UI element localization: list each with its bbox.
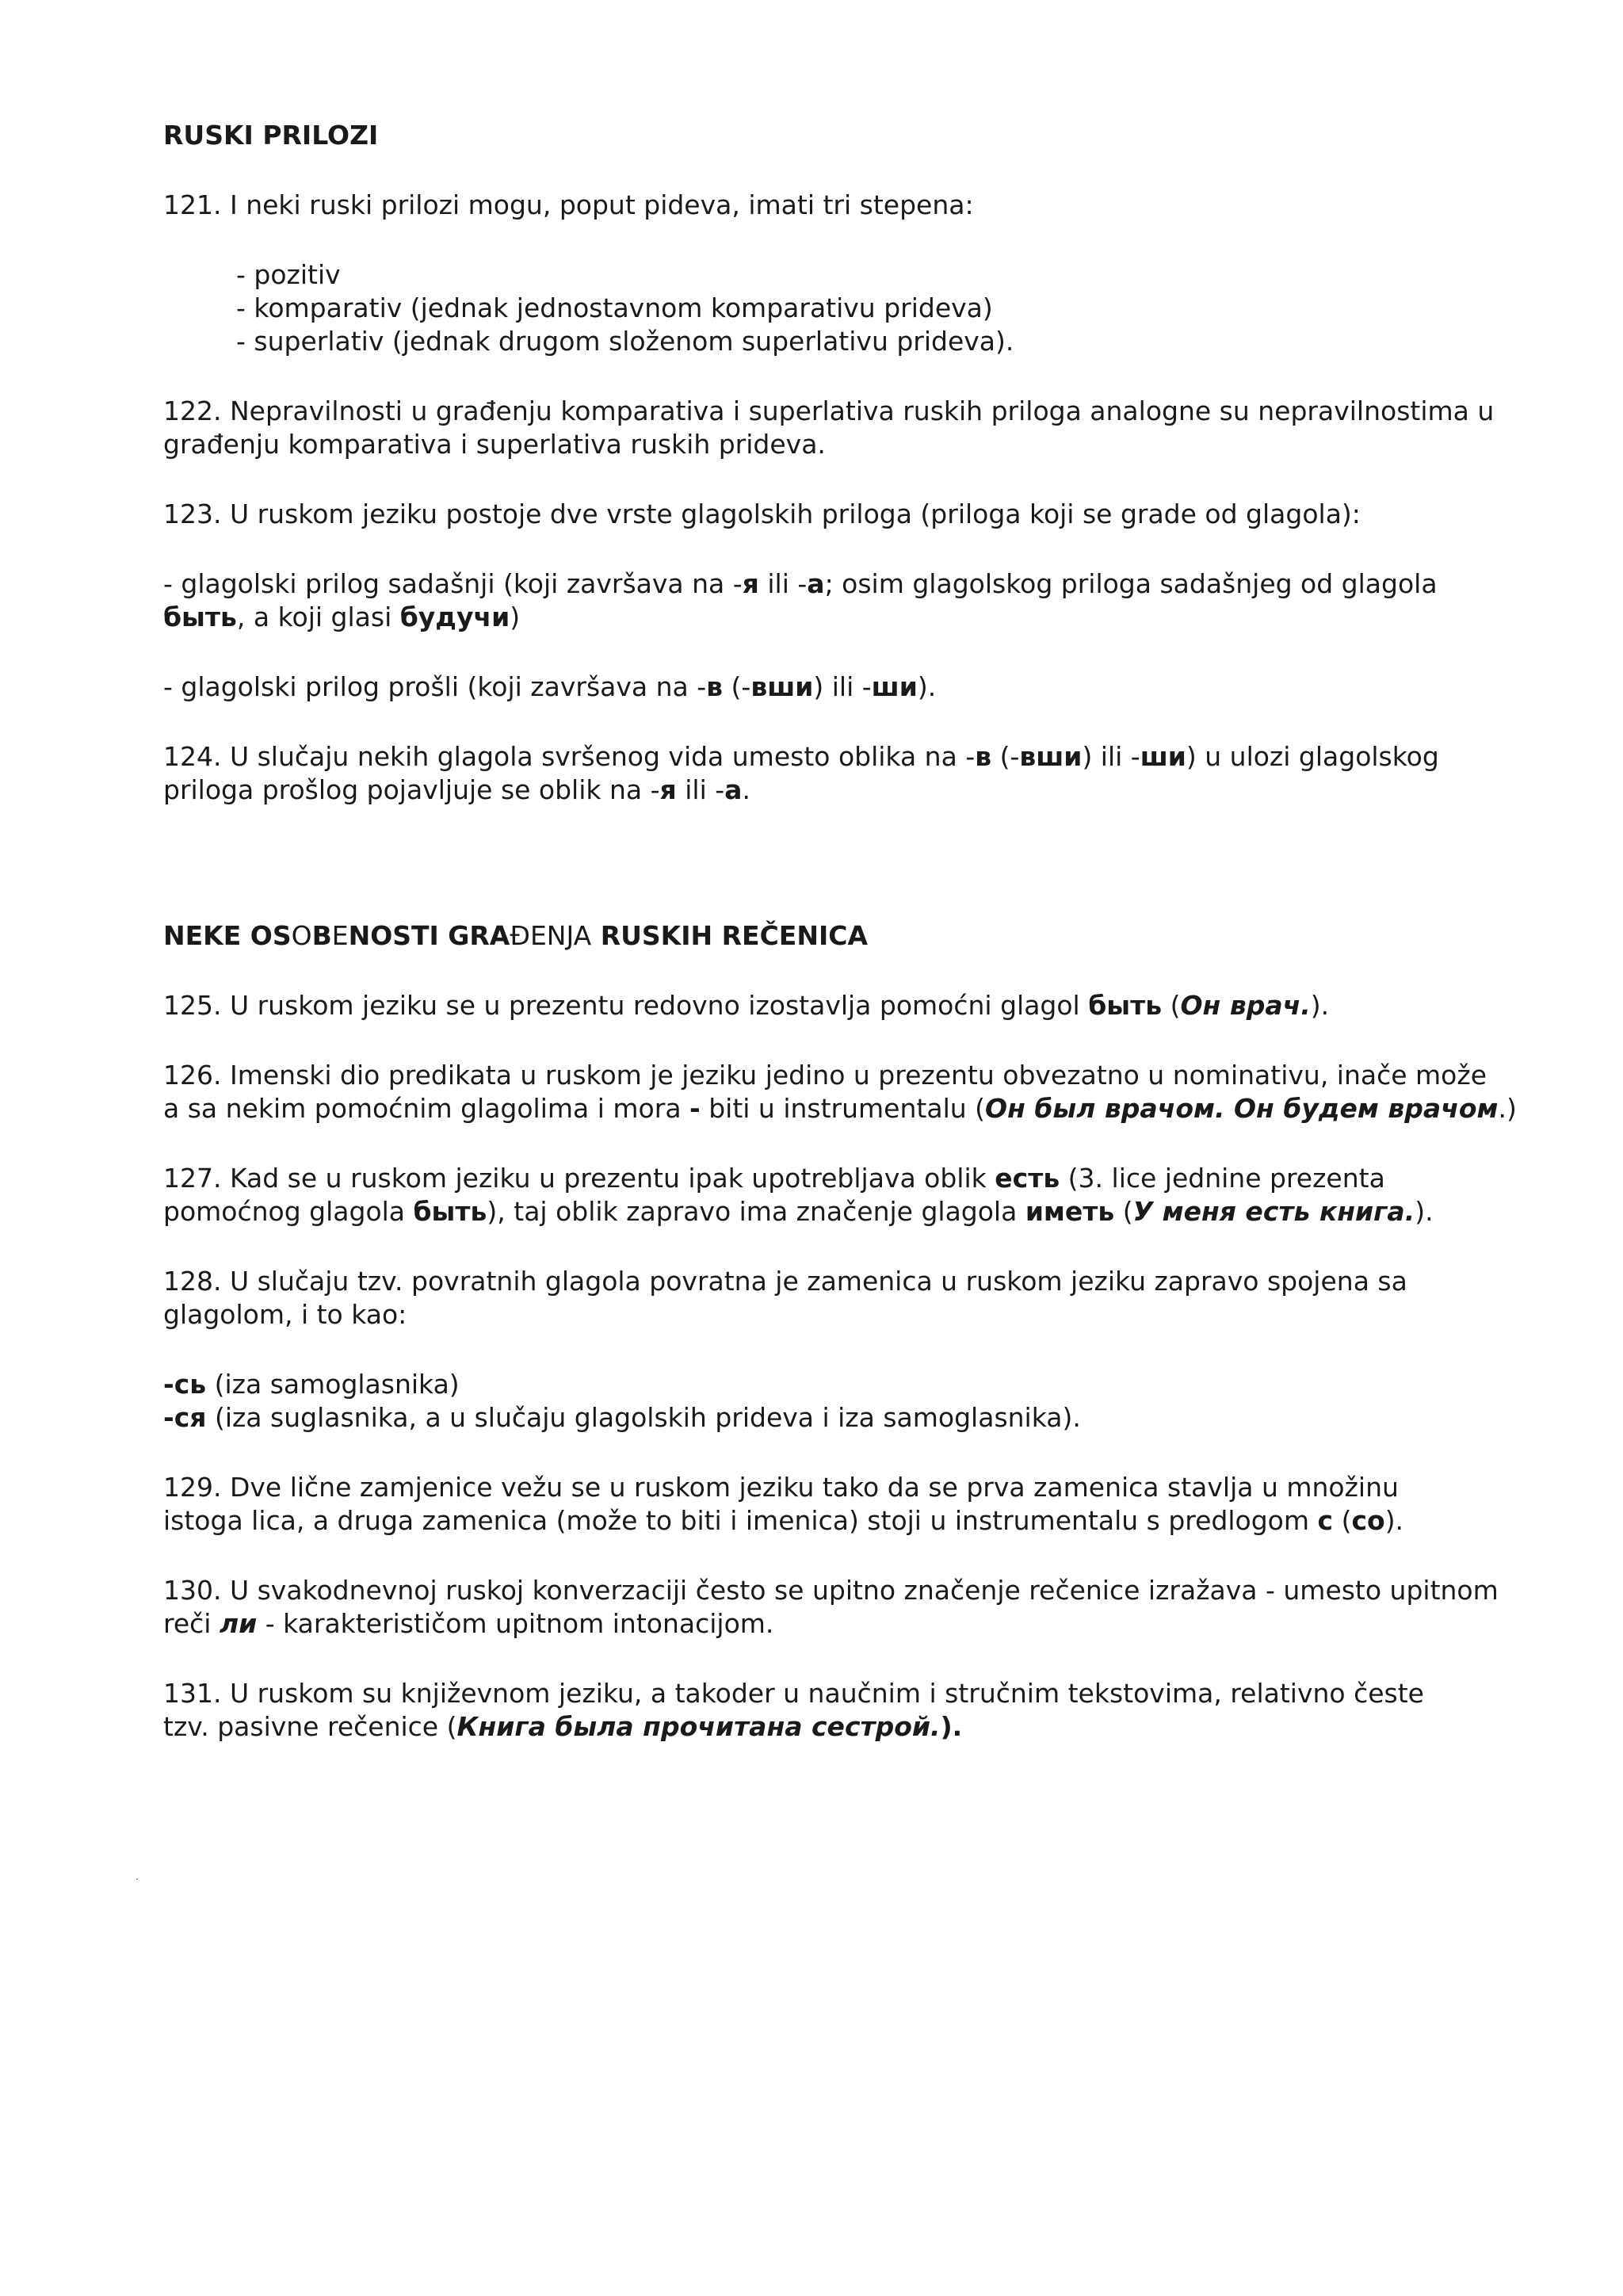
paragraph-129 [163,1471,1574,1538]
paragraph-123-past-gerund: - glagolski prilog prošli (koji završava na -в (-вши) ili -ши). [163,671,937,702]
paragraph-line: 128. U slučaju tzv. povratnih glagola povratna je zamenica u ruskom jeziku zapravo spojena sa [163,1266,1407,1297]
paragraph-line: быть, a koji glasi будучи) [163,602,521,632]
paragraph-line: priloga prošlog pojavljuje se oblik na -я ili -а. [163,774,750,805]
degree-list [163,258,1574,358]
list-item: - pozitiv [236,259,341,290]
section-title-neke-osobenosti: NEKE OSOBENOSTI GRAĐENJA RUSKIH REČENICA [163,920,868,951]
section-title-ruski-prilozi: RUSKI PRILOZI [163,120,379,151]
paragraph-line: 127. Kad se u ruskom jeziku u prezentu ipak upotrebljava oblik есть (3. lice jednine prezenta [163,1163,1385,1194]
paragraph-125: 125. U ruskom jeziku se u prezentu redovno izostavlja pomoćni glagol быть (Он врач.). [163,990,1330,1021]
paragraph-line: reči ли - karakterističom upitnom intonacijom. [163,1608,774,1639]
list-item: -ся (iza suglasnika, a u slučaju glagolskih prideva i iza samoglasnika). [163,1402,1081,1433]
document-page [163,119,1574,1744]
paragraph-line: 122. Nepravilnosti u građenju komparativa i superlativa ruskih priloga analogne su nepravilnostima u [163,395,1495,426]
paragraph-line: tzv. pasivne rečenice (Книга была прочитана сестрой.). [163,1711,963,1742]
paragraph-line: - glagolski prilog sadašnji (koji završava na -я ili -а; osim glagolskog priloga sadašnjeg od glagola [163,568,1438,599]
paragraph-line: 124. U slučaju nekih glagola svršenog vida umesto oblika na -в (-вши) ili -ши) u ulozi glagolskog [163,741,1439,772]
list-item: - komparativ (jednak jednostavnom komparativu prideva) [236,292,993,323]
paragraph-line: a sa nekim pomoćnim glagolima i mora - biti u instrumentalu (Он был врачом. Он будем врачом.) [163,1093,1517,1124]
paragraph-131 [163,1677,1574,1744]
paragraph-line: pomoćnog glagola быть), taj oblik zapravo ima značenje glagola иметь (У меня есть книга.). [163,1196,1434,1227]
paragraph-128 [163,1265,1574,1331]
paragraph-line: 131. U ruskom su književnom jeziku, a takoder u naučnim i stručnim tekstovima, relativno česte [163,1678,1424,1709]
paragraph-line: 130. U svakodnevnoj ruskoj konverzaciji često se upitno značenje rečenice izražava - umesto upitnom [163,1575,1499,1606]
reflexive-suffix-list [163,1368,1574,1435]
list-item: -сь (iza samoglasnika) [163,1369,460,1400]
scan-speck [136,1878,138,1880]
paragraph-line: glagolom, i to kao: [163,1299,407,1330]
paragraph-123-present-gerund [163,567,1574,634]
paragraph-line: istoga lica, a druga zamenica (može to biti i imenica) stoji u instrumentalu s predlogom с (со). [163,1505,1404,1536]
paragraph-line: 126. Imenski dio predikata u ruskom je jeziku jedino u prezentu obvezatno u nominativu, inače može [163,1060,1487,1091]
paragraph-127 [163,1162,1574,1228]
list-item: - superlativ (jednak drugom složenom superlativu prideva). [236,326,1014,357]
paragraph-122 [163,395,1574,461]
paragraph-123: 123. U ruskom jeziku postoje dve vrste glagolskih priloga (priloga koji se grade od glagola): [163,499,1361,529]
paragraph-line: građenju komparativa i superlativa ruskih prideva. [163,429,826,460]
paragraph-124 [163,740,1574,807]
paragraph-121-lead: 121. I neki ruski prilozi mogu, poput pideva, imati tri stepena: [163,189,974,220]
paragraph-line: 129. Dve lične zamjenice vežu se u ruskom jeziku tako da se prva zamenica stavlja u množinu [163,1472,1399,1503]
paragraph-130 [163,1574,1574,1641]
paragraph-126 [163,1059,1574,1125]
